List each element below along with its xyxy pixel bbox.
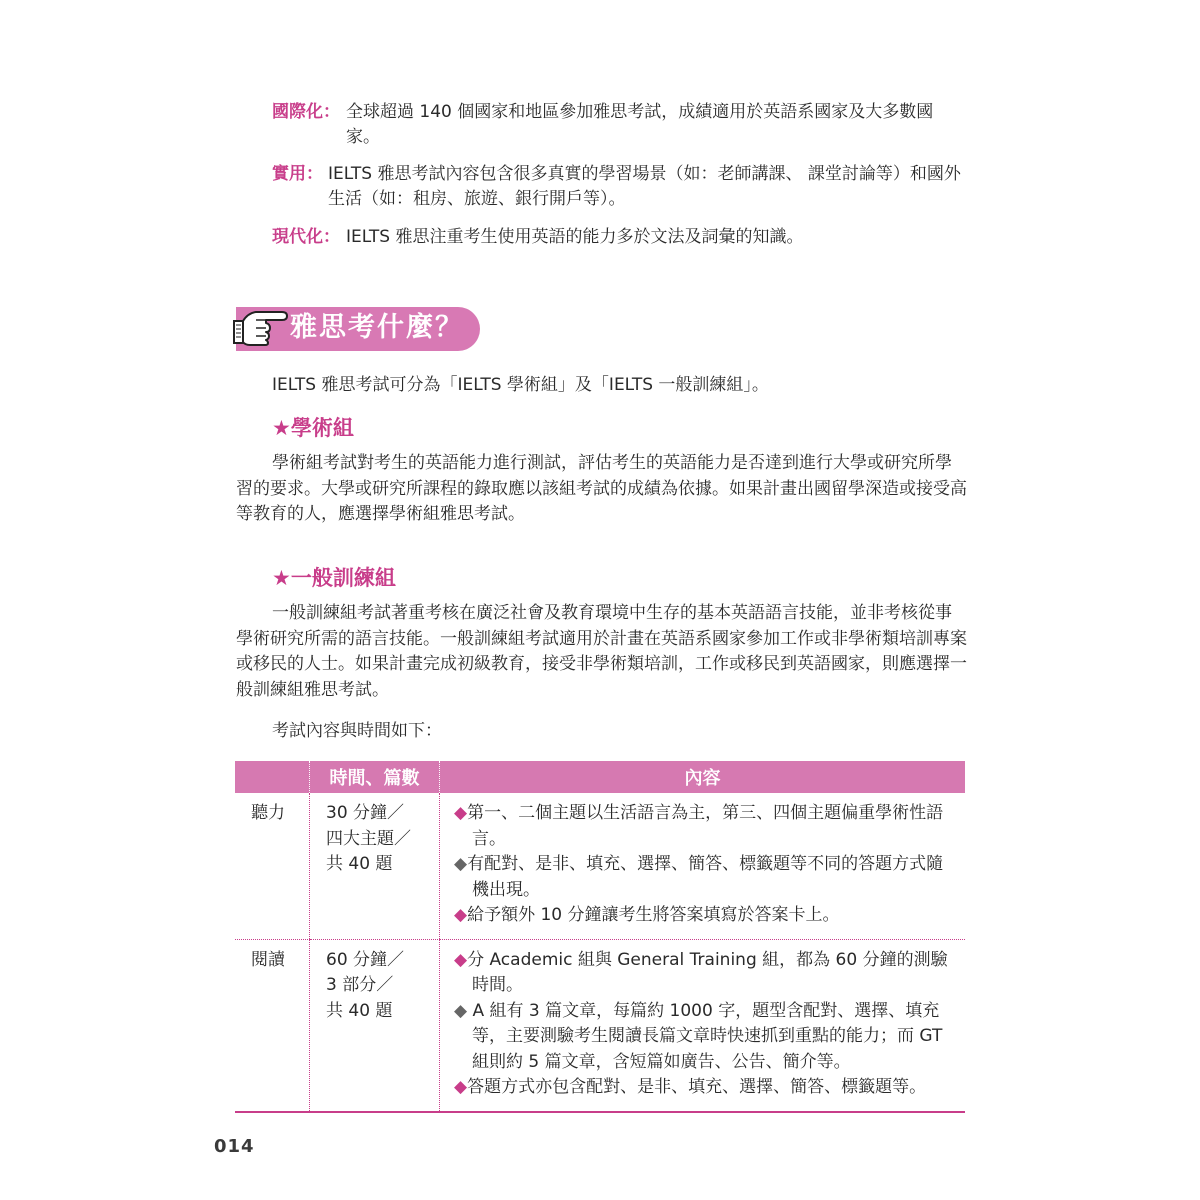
content-bullet: ◆答題方式亦包含配對、是非、填充、選擇、簡答、標籤題等。: [454, 1077, 927, 1097]
pointing-hand-icon: [232, 307, 290, 347]
table-header: 內容: [440, 761, 966, 793]
table-row: [235, 793, 965, 939]
diamond-bullet-icon: ◆: [454, 1000, 473, 1021]
table-intro: 考試內容與時間如下：: [272, 721, 442, 741]
exam-table: [235, 761, 965, 1113]
table-header-row: [235, 761, 965, 793]
table-header: [235, 761, 310, 793]
time-line: 30 分鐘／: [326, 803, 405, 823]
time-line: 共 40 題: [326, 1000, 393, 1021]
table-header: 時間、篇數: [310, 761, 440, 793]
feature-key: 現代化：: [272, 227, 340, 247]
row-section: 閱讀: [235, 939, 310, 1112]
general-text: 一般訓練組考試著重考核在廣泛社會及教育環境中生存的基本英語語言技能，並非考核從事學術研究所需的語言技能。一般訓練組考試適用於計畫在英語系國家參加工作或非學術類培訓專案或移民的人士。如果計畫完成初級教育，接受非學術類培訓，工作或移民到英語國家，則應選擇一般訓練組雅思考試。: [236, 603, 967, 700]
academic-title: ★學術組: [272, 416, 354, 440]
content-bullet: ◆第一、二個主題以生活語言為主，第三、四個主題偏重學術性語言。: [454, 803, 944, 849]
diamond-bullet-icon: ◆: [454, 1077, 468, 1097]
row-time: [310, 793, 440, 939]
content-bullet: ◆ A 組有 3 篇文章，每篇約 1000 字，題型含配對、選擇、填充等，主要測驗考生閱讀長篇文章時快速抓到重點的能力；而 GT 組則約 5 篇文章，含短篇如廣告、公告、簡介等。: [454, 1000, 943, 1072]
time-line: 共 40 題: [326, 854, 393, 874]
diamond-bullet-icon: ◆: [454, 854, 468, 874]
content-bullet: ◆給予額外 10 分鐘讓考生將答案填寫於答案卡上。: [454, 905, 840, 925]
time-line: 3 部分／: [326, 975, 394, 995]
diamond-bullet-icon: ◆: [454, 905, 468, 925]
row-content: [440, 939, 966, 1112]
time-line: 60 分鐘／: [326, 949, 405, 970]
row-section: 聽力: [235, 793, 310, 939]
general-title: ★一般訓練組: [272, 566, 396, 590]
feature-international: [272, 100, 972, 147]
feature-key: 實用：: [272, 164, 323, 184]
feature-text: IELTS 雅思注重考生使用英語的能力多於文法及詞彙的知識。: [346, 227, 804, 247]
diamond-bullet-icon: ◆: [454, 949, 468, 970]
feature-modern: [272, 225, 972, 250]
diamond-bullet-icon: ◆: [454, 803, 468, 823]
feature-text: 全球超過 140 個國家和地區參加雅思考試，成績適用於英語系國家及大多數國家。: [346, 102, 934, 147]
page-number: 014: [214, 1136, 255, 1157]
feature-practical: [272, 162, 972, 209]
academic-text: 學術組考試對考生的英語能力進行測試，評估考生的英語能力是否達到進行大學或研究所學習的要求。大學或研究所課程的錄取應以該組考試的成績為依據。如果計畫出國留學深造或接受高等教育的人，應選擇學術組雅思考試。: [236, 453, 967, 524]
row-content: [440, 793, 966, 939]
time-line: 四大主題／: [326, 828, 411, 849]
content-bullet: ◆分 Academic 組與 General Training 組，都為 60 分鐘的測驗時間。: [454, 949, 948, 995]
section-title: 雅思考什麼？: [290, 312, 464, 343]
content-bullet: ◆有配對、是非、填充、選擇、簡答、標籤題等不同的答題方式隨機出現。: [454, 854, 944, 900]
intro-text: IELTS 雅思考試可分為「IELTS 學術組」及「IELTS 一般訓練組」。: [272, 375, 769, 395]
feature-key: 國際化：: [272, 102, 340, 122]
feature-text: IELTS 雅思考試內容包含很多真實的學習場景（如：老師講課、 課堂討論等）和國外生活（如：租房、旅遊、銀行開戶等）。: [328, 164, 961, 209]
table-row: [235, 939, 965, 1112]
row-time: [310, 939, 440, 1112]
